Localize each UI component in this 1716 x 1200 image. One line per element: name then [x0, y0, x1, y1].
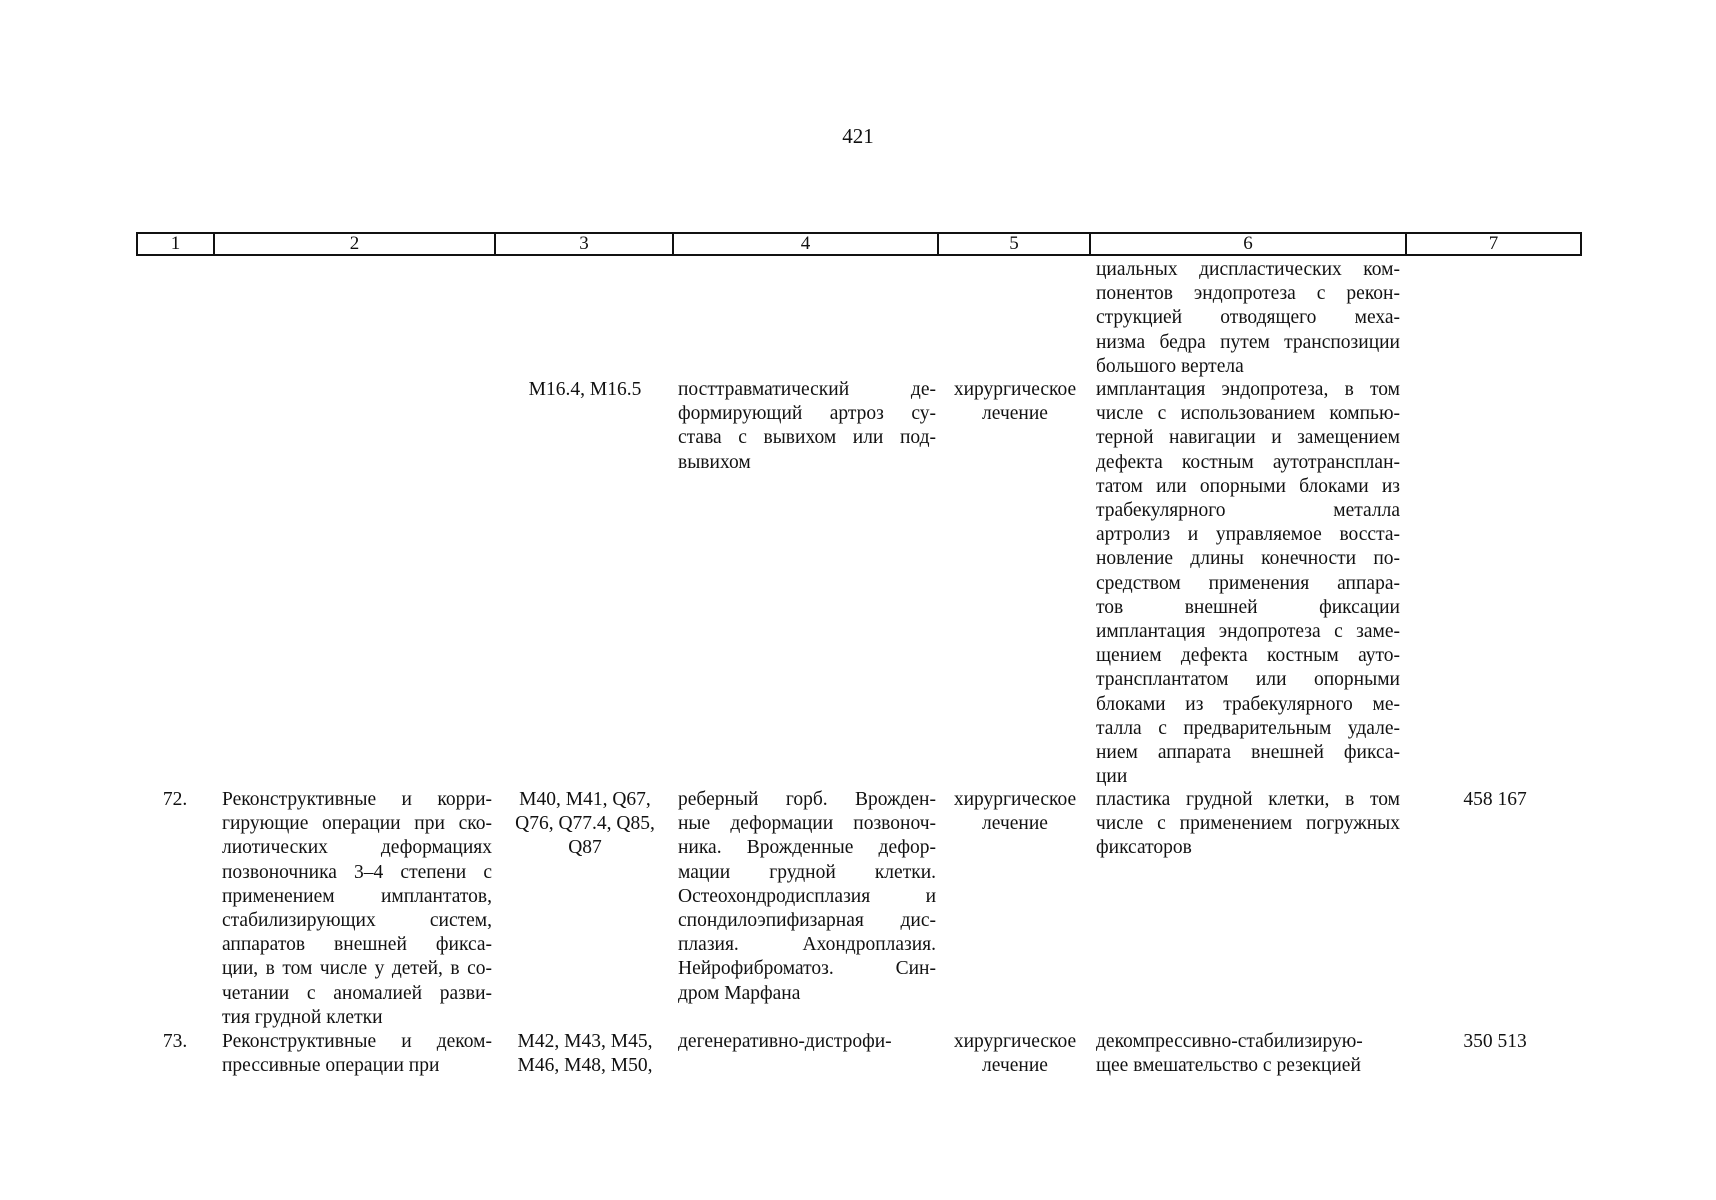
row72-cost: 458 167 — [1463, 789, 1527, 810]
text-line: щее вмешательство с резекцией — [1096, 1055, 1361, 1077]
text-line: аппаратов внешней фикса- — [222, 934, 492, 956]
text-line: M42, M43, M45, — [517, 1031, 653, 1052]
text-line: дефекта костным аутотрансплан- — [1096, 451, 1400, 473]
text-line: понентов эндопротеза с рекон- — [1096, 283, 1400, 305]
text-line: татом или опорными блоками из — [1096, 475, 1400, 497]
header-cell-6: 6 — [1091, 234, 1407, 254]
text-line: вывихом — [678, 451, 751, 473]
text-line: Q87 — [568, 837, 602, 859]
row73-cost: 350 513 — [1463, 1031, 1527, 1052]
row72-codes-cell — [500, 788, 670, 861]
row72-diagnosis-cell — [678, 788, 936, 1006]
text-line: Реконструктивные и корри- — [222, 789, 492, 810]
text-line: лечение — [982, 1055, 1048, 1077]
text-line: Q76, Q77.4, Q85, — [515, 813, 655, 835]
continuation-method-cell — [1096, 258, 1400, 379]
text-line: M16.4, M16.5 — [528, 379, 642, 400]
row73-number: 73. — [162, 1031, 188, 1052]
header-cell-7: 7 — [1488, 233, 1499, 254]
row73-codes-cell — [500, 1030, 670, 1078]
text-line: M40, M41, Q67, — [519, 789, 651, 810]
text-line: струкцией отводящего меха- — [1096, 307, 1400, 329]
text-line: большого вертела — [1096, 355, 1244, 377]
text-line: M46, M48, M50, — [517, 1055, 653, 1077]
text-line: ции — [1096, 766, 1128, 788]
text-line: нием аппарата внешней фикса- — [1096, 742, 1400, 764]
text-line: блоками из трабекулярного ме- — [1096, 693, 1400, 715]
text-line: Остеохондродисплазия и — [678, 885, 936, 907]
page-number: 421 — [842, 124, 874, 148]
text-line: талла с предварительным удале- — [1096, 717, 1400, 739]
row73-name-cell — [222, 1030, 492, 1078]
text-line: ника. Врожденные дефор- — [678, 837, 936, 859]
text-line: ные деформации позвоноч- — [678, 813, 936, 835]
text-line: става с вывихом или под- — [678, 427, 936, 449]
text-line: лиотических деформациях — [222, 837, 492, 859]
text-line: формирующий артроз су- — [678, 403, 936, 425]
text-line: плазия. Ахондроплазия. — [678, 934, 936, 956]
row72-number: 72. — [162, 789, 188, 810]
text-line: трабекулярного металла — [1096, 500, 1400, 522]
table-header-row — [136, 232, 1582, 256]
text-line: дегенеративно-дистрофи- — [678, 1031, 892, 1052]
row72-name-cell — [222, 788, 492, 1030]
text-line: хирургическое — [953, 379, 1077, 400]
text-line: трансплантатом или опорными — [1096, 669, 1400, 691]
text-line: хирургическое — [953, 789, 1077, 810]
row73-treatment-cell — [940, 1030, 1090, 1078]
header-cell-4: 4 — [674, 234, 939, 254]
header-cell-3: 3 — [496, 234, 674, 254]
text-line: стабилизирующих систем, — [222, 910, 492, 932]
text-line: числе с использованием компью- — [1096, 403, 1400, 425]
row72-method-cell — [1096, 788, 1400, 861]
header-cell-1: 1 — [138, 234, 215, 254]
row72-treatment-cell — [940, 788, 1090, 836]
text-line: применением имплантатов, — [222, 885, 492, 907]
text-line: позвоночника 3–4 степени с — [222, 861, 492, 883]
text-line: мации грудной клетки. — [678, 861, 936, 883]
subrow-diagnosis-cell — [678, 378, 936, 475]
text-line: тия грудной клетки — [222, 1006, 383, 1028]
header-cell-5: 5 — [939, 234, 1091, 254]
text-line: спондилоэпифизарная дис- — [678, 910, 936, 932]
text-line: фиксаторов — [1096, 837, 1192, 859]
text-line: новление длины конечности по- — [1096, 548, 1400, 570]
text-line: числе с применением погружных — [1096, 813, 1400, 835]
text-line: терной навигации и замещением — [1096, 427, 1400, 449]
text-line: реберный горб. Врожден- — [678, 789, 936, 810]
text-line: пластика грудной клетки, в том — [1096, 789, 1400, 810]
text-line: четании с аномалией разви- — [222, 982, 492, 1004]
text-line: лечение — [982, 813, 1048, 835]
text-line: низма бедра путем транспозиции — [1096, 331, 1400, 353]
row73-method-cell — [1096, 1030, 1400, 1078]
row73-diagnosis-cell — [678, 1030, 936, 1054]
text-line: гирующие операции при ско- — [222, 813, 492, 835]
text-line: щением дефекта костным ауто- — [1096, 645, 1400, 667]
text-line: ции, в том числе у детей, в со- — [222, 958, 492, 980]
text-line: Нейрофиброматоз. Син- — [678, 958, 936, 980]
text-line: лечение — [982, 403, 1048, 425]
text-line: имплантация эндопротеза, в том — [1096, 379, 1400, 400]
text-line: Реконструктивные и деком- — [222, 1031, 492, 1052]
text-line: дром Марфана — [678, 982, 801, 1004]
text-line: прессивные операции при — [222, 1055, 440, 1077]
subrow-treatment-cell — [940, 378, 1090, 426]
text-line: артролиз и управляемое восста- — [1096, 524, 1400, 546]
subrow-codes-cell — [500, 378, 670, 402]
text-line: хирургическое — [953, 1031, 1077, 1052]
header-cell-2: 2 — [215, 234, 496, 254]
text-line: циальных диспластических ком- — [1096, 259, 1400, 280]
text-line: посттравматический де- — [678, 379, 936, 400]
subrow-method-cell — [1096, 378, 1400, 789]
text-line: средством применения аппара- — [1096, 572, 1400, 594]
text-line: тов внешней фиксации — [1096, 596, 1400, 618]
text-line: имплантация эндопротеза с заме- — [1096, 621, 1400, 643]
text-line: декомпрессивно-стабилизирую- — [1096, 1031, 1363, 1052]
